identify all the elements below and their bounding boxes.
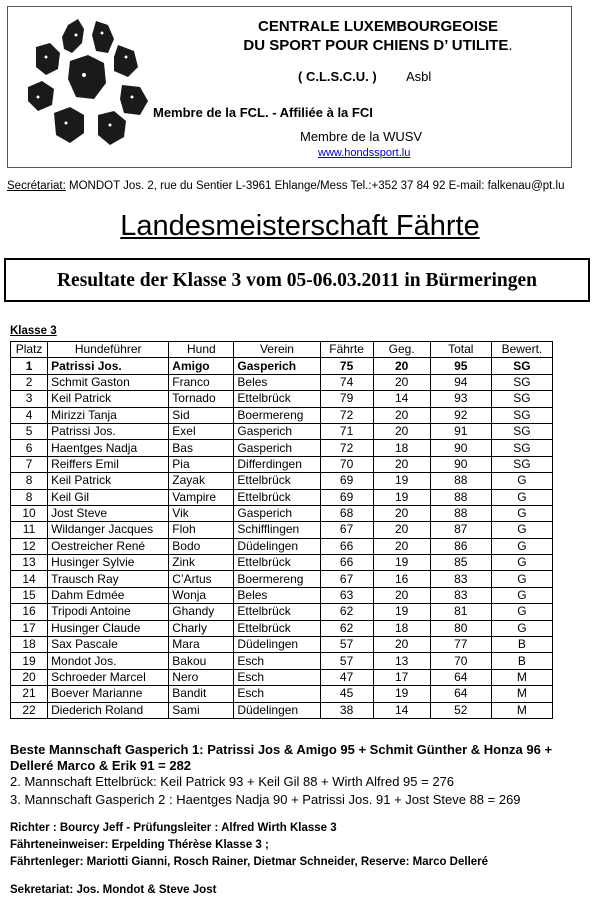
cell-total: 90 xyxy=(430,456,491,472)
team-result-2: 2. Mannschaft Ettelbrück: Keil Patrick 93 + Keil Gil 88 + Wirth Alfred 95 = 276 xyxy=(10,774,455,789)
cell-hundefuehrer: Diederich Roland xyxy=(48,702,169,718)
cell-geg: 14 xyxy=(373,702,430,718)
cell-verein: Ettelbrück xyxy=(234,604,320,620)
cell-bewert: M xyxy=(491,702,552,718)
cell-bewert: G xyxy=(491,505,552,521)
cell-faehrte: 75 xyxy=(320,358,373,374)
cell-hundefuehrer: Patrissi Jos. xyxy=(48,358,169,374)
secretariat-line xyxy=(7,180,565,192)
cell-hund: Floh xyxy=(169,522,234,538)
header-faehrte: Fährte xyxy=(320,342,373,358)
cell-hundefuehrer: Mondot Jos. xyxy=(48,653,169,669)
cell-verein: Boermereng xyxy=(234,571,320,587)
cell-total: 88 xyxy=(430,505,491,521)
header-hund: Hund xyxy=(169,342,234,358)
table-row xyxy=(11,702,553,718)
cell-hund: Zayak xyxy=(169,473,234,489)
cell-verein: Ettelbrück xyxy=(234,555,320,571)
cell-faehrte: 45 xyxy=(320,686,373,702)
cell-total: 86 xyxy=(430,538,491,554)
cell-bewert: G xyxy=(491,620,552,636)
cell-faehrte: 62 xyxy=(320,620,373,636)
cell-bewert: SG xyxy=(491,391,552,407)
cell-total: 64 xyxy=(430,669,491,685)
team-result-3: 3. Mannschaft Gasperich 2 : Haentges Nadja 90 + Patrissi Jos. 91 + Jost Steve 88 = 269 xyxy=(10,792,521,807)
cell-total: 85 xyxy=(430,555,491,571)
table-row xyxy=(11,620,553,636)
table-row xyxy=(11,538,553,554)
cell-bewert: B xyxy=(491,637,552,653)
cell-hund: Zink xyxy=(169,555,234,571)
cell-verein: Gasperich xyxy=(234,358,320,374)
cell-bewert: SG xyxy=(491,358,552,374)
cell-geg: 20 xyxy=(373,374,430,390)
klasse-label: Klasse 3 xyxy=(10,325,57,337)
cell-hundefuehrer: Keil Gil xyxy=(48,489,169,505)
cell-hund: Wonja xyxy=(169,587,234,603)
table-row xyxy=(11,391,553,407)
cell-hund: Bakou xyxy=(169,653,234,669)
table-row xyxy=(11,456,553,472)
table-row xyxy=(11,407,553,423)
cell-bewert: G xyxy=(491,538,552,554)
cell-platz: 14 xyxy=(11,571,48,587)
cell-verein: Gasperich xyxy=(234,440,320,456)
cell-total: 64 xyxy=(430,686,491,702)
cell-hund: Amigo xyxy=(169,358,234,374)
cell-platz: 12 xyxy=(11,538,48,554)
header-geg: Geg. xyxy=(373,342,430,358)
org-asbl: Asbl xyxy=(406,69,432,84)
cell-hund: Bodo xyxy=(169,538,234,554)
cell-faehrte: 68 xyxy=(320,505,373,521)
cell-faehrte: 67 xyxy=(320,571,373,587)
cell-total: 83 xyxy=(430,587,491,603)
officials-richter: Richter : Bourcy Jeff - Prüfungsleiter : Alfred Wirth Klasse 3 xyxy=(10,822,337,834)
cell-hundefuehrer: Sax Pascale xyxy=(48,637,169,653)
cell-platz: 13 xyxy=(11,555,48,571)
cell-geg: 20 xyxy=(373,407,430,423)
table-header-row xyxy=(11,342,553,358)
cell-geg: 13 xyxy=(373,653,430,669)
cell-bewert: SG xyxy=(491,407,552,423)
cell-platz: 15 xyxy=(11,587,48,603)
table-row xyxy=(11,637,553,653)
dog-heads-logo-icon xyxy=(18,17,158,157)
cell-hund: Pia xyxy=(169,456,234,472)
cell-hundefuehrer: Dahm Edmée xyxy=(48,587,169,603)
cell-geg: 18 xyxy=(373,620,430,636)
cell-hund: Exel xyxy=(169,423,234,439)
cell-platz: 22 xyxy=(11,702,48,718)
cell-geg: 16 xyxy=(373,571,430,587)
cell-verein: Boermereng xyxy=(234,407,320,423)
org-name xyxy=(178,17,578,55)
table-row xyxy=(11,604,553,620)
cell-platz: 5 xyxy=(11,423,48,439)
cell-total: 91 xyxy=(430,423,491,439)
table-row xyxy=(11,587,553,603)
cell-geg: 20 xyxy=(373,538,430,554)
cell-verein: Ettelbrück xyxy=(234,391,320,407)
cell-hundefuehrer: Boever Marianne xyxy=(48,686,169,702)
cell-faehrte: 72 xyxy=(320,407,373,423)
cell-hund: Bas xyxy=(169,440,234,456)
cell-platz: 18 xyxy=(11,637,48,653)
cell-hundefuehrer: Jost Steve xyxy=(48,505,169,521)
cell-geg: 20 xyxy=(373,637,430,653)
cell-platz: 6 xyxy=(11,440,48,456)
cell-total: 88 xyxy=(430,473,491,489)
header-box xyxy=(7,6,572,168)
cell-verein: Gasperich xyxy=(234,423,320,439)
cell-hund: Tornado xyxy=(169,391,234,407)
header-hundefuehrer: Hundeführer xyxy=(48,342,169,358)
cell-hundefuehrer: Keil Patrick xyxy=(48,473,169,489)
cell-geg: 20 xyxy=(373,505,430,521)
cell-geg: 20 xyxy=(373,522,430,538)
cell-verein: Ettelbrück xyxy=(234,489,320,505)
cell-bewert: G xyxy=(491,555,552,571)
org-abbreviation: ( C.L.S.C.U. ) xyxy=(298,69,377,84)
cell-faehrte: 69 xyxy=(320,473,373,489)
officials-faehrteneinweiser: Fährteneinweiser: Erpelding Thérèse Klasse 3 ; xyxy=(10,839,269,851)
cell-verein: Ettelbrück xyxy=(234,473,320,489)
cell-hund: Franco xyxy=(169,374,234,390)
cell-hundefuehrer: Oestreicher René xyxy=(48,538,169,554)
org-line1: CENTRALE LUXEMBOURGEOISE xyxy=(257,18,498,35)
org-line2-end: . xyxy=(508,37,513,54)
secretariat-label: Secrétariat: xyxy=(7,180,66,192)
cell-geg: 19 xyxy=(373,555,430,571)
cell-hund: Charly xyxy=(169,620,234,636)
cell-hundefuehrer: Mirizzi Tanja xyxy=(48,407,169,423)
cell-bewert: SG xyxy=(491,374,552,390)
cell-faehrte: 62 xyxy=(320,604,373,620)
header-total: Total xyxy=(430,342,491,358)
table-row xyxy=(11,473,553,489)
cell-platz: 4 xyxy=(11,407,48,423)
cell-faehrte: 66 xyxy=(320,555,373,571)
cell-faehrte: 57 xyxy=(320,637,373,653)
cell-platz: 20 xyxy=(11,669,48,685)
table-row xyxy=(11,686,553,702)
cell-platz: 21 xyxy=(11,686,48,702)
cell-total: 77 xyxy=(430,637,491,653)
org-line2-text: DU SPORT POUR CHIENS D’ UTILITE xyxy=(243,37,509,54)
cell-geg: 19 xyxy=(373,473,430,489)
table-row xyxy=(11,489,553,505)
cell-faehrte: 66 xyxy=(320,538,373,554)
cell-total: 70 xyxy=(430,653,491,669)
cell-geg: 19 xyxy=(373,604,430,620)
cell-faehrte: 72 xyxy=(320,440,373,456)
cell-bewert: SG xyxy=(491,456,552,472)
cell-platz: 16 xyxy=(11,604,48,620)
cell-total: 52 xyxy=(430,702,491,718)
cell-bewert: M xyxy=(491,686,552,702)
cell-hund: C’Artus xyxy=(169,571,234,587)
cell-bewert: G xyxy=(491,587,552,603)
cell-faehrte: 47 xyxy=(320,669,373,685)
cell-total: 87 xyxy=(430,522,491,538)
cell-hund: Nero xyxy=(169,669,234,685)
cell-verein: Esch xyxy=(234,686,320,702)
team-result-1: Beste Mannschaft Gasperich 1: Patrissi Jos & Amigo 95 + Schmit Günther & Honza 96 + Delleré Marco & Erik 91 = 282 xyxy=(10,742,553,773)
cell-platz: 19 xyxy=(11,653,48,669)
cell-geg: 20 xyxy=(373,423,430,439)
cell-hundefuehrer: Husinger Sylvie xyxy=(48,555,169,571)
cell-total: 83 xyxy=(430,571,491,587)
cell-faehrte: 57 xyxy=(320,653,373,669)
membership-fcl: Membre de la FCL. - Affiliée à la FCI xyxy=(153,105,373,120)
secretariat-text: MONDOT Jos. 2, rue du Sentier L-3961 Ehlange/Mess Tel.:+352 37 84 92 E-mail: falkenau@pt.lu xyxy=(65,180,565,192)
cell-total: 93 xyxy=(430,391,491,407)
table-row xyxy=(11,669,553,685)
cell-hundefuehrer: Tripodi Antoine xyxy=(48,604,169,620)
cell-verein: Beles xyxy=(234,374,320,390)
table-row xyxy=(11,505,553,521)
cell-hundefuehrer: Keil Patrick xyxy=(48,391,169,407)
cell-verein: Differdingen xyxy=(234,456,320,472)
results-body xyxy=(11,358,553,719)
cell-hund: Sid xyxy=(169,407,234,423)
cell-bewert: B xyxy=(491,653,552,669)
cell-hund: Mara xyxy=(169,637,234,653)
cell-geg: 19 xyxy=(373,686,430,702)
cell-bewert: G xyxy=(491,489,552,505)
cell-platz: 3 xyxy=(11,391,48,407)
officials-sekretariat: Sekretariat: Jos. Mondot & Steve Jost xyxy=(10,884,217,896)
cell-hundefuehrer: Schroeder Marcel xyxy=(48,669,169,685)
table-row xyxy=(11,358,553,374)
table-row xyxy=(11,522,553,538)
table-row xyxy=(11,440,553,456)
cell-verein: Ettelbrück xyxy=(234,620,320,636)
cell-total: 94 xyxy=(430,374,491,390)
cell-total: 92 xyxy=(430,407,491,423)
cell-hundefuehrer: Schmit Gaston xyxy=(48,374,169,390)
cell-geg: 14 xyxy=(373,391,430,407)
cell-platz: 10 xyxy=(11,505,48,521)
cell-platz: 7 xyxy=(11,456,48,472)
cell-hundefuehrer: Patrissi Jos. xyxy=(48,423,169,439)
cell-hundefuehrer: Husinger Claude xyxy=(48,620,169,636)
cell-geg: 20 xyxy=(373,587,430,603)
cell-faehrte: 71 xyxy=(320,423,373,439)
cell-bewert: M xyxy=(491,669,552,685)
cell-verein: Gasperich xyxy=(234,505,320,521)
cell-hundefuehrer: Wildanger Jacques xyxy=(48,522,169,538)
cell-geg: 19 xyxy=(373,489,430,505)
page-title: Landesmeisterschaft Fährte xyxy=(120,210,480,242)
cell-faehrte: 79 xyxy=(320,391,373,407)
cell-verein: Esch xyxy=(234,653,320,669)
cell-platz: 17 xyxy=(11,620,48,636)
header-bewert: Bewert. xyxy=(491,342,552,358)
cell-bewert: G xyxy=(491,473,552,489)
cell-hund: Sami xyxy=(169,702,234,718)
cell-bewert: SG xyxy=(491,440,552,456)
website-link[interactable]: www.hondssport.lu xyxy=(318,147,411,159)
cell-platz: 8 xyxy=(11,489,48,505)
cell-verein: Düdelingen xyxy=(234,637,320,653)
cell-total: 88 xyxy=(430,489,491,505)
cell-hundefuehrer: Reiffers Emil xyxy=(48,456,169,472)
cell-hund: Vik xyxy=(169,505,234,521)
cell-bewert: G xyxy=(491,522,552,538)
cell-geg: 20 xyxy=(373,456,430,472)
cell-bewert: G xyxy=(491,571,552,587)
results-table xyxy=(10,341,553,719)
table-row xyxy=(11,374,553,390)
cell-bewert: G xyxy=(491,604,552,620)
cell-platz: 11 xyxy=(11,522,48,538)
cell-platz: 2 xyxy=(11,374,48,390)
cell-verein: Schifflingen xyxy=(234,522,320,538)
cell-hund: Ghandy xyxy=(169,604,234,620)
table-row xyxy=(11,423,553,439)
cell-faehrte: 69 xyxy=(320,489,373,505)
header-verein: Verein xyxy=(234,342,320,358)
cell-total: 90 xyxy=(430,440,491,456)
cell-hundefuehrer: Trausch Ray xyxy=(48,571,169,587)
cell-geg: 18 xyxy=(373,440,430,456)
table-row xyxy=(11,555,553,571)
cell-geg: 17 xyxy=(373,669,430,685)
cell-verein: Esch xyxy=(234,669,320,685)
header-platz: Platz xyxy=(11,342,48,358)
cell-faehrte: 63 xyxy=(320,587,373,603)
cell-total: 95 xyxy=(430,358,491,374)
cell-faehrte: 67 xyxy=(320,522,373,538)
membership-wusv: Membre de la WUSV xyxy=(300,129,423,144)
cell-platz: 1 xyxy=(11,358,48,374)
cell-geg: 20 xyxy=(373,358,430,374)
table-row xyxy=(11,653,553,669)
cell-platz: 8 xyxy=(11,473,48,489)
cell-faehrte: 70 xyxy=(320,456,373,472)
cell-hund: Vampire xyxy=(169,489,234,505)
org-line2 xyxy=(178,36,578,55)
cell-total: 81 xyxy=(430,604,491,620)
result-title-box xyxy=(4,258,590,302)
cell-faehrte: 38 xyxy=(320,702,373,718)
result-title: Resultate der Klasse 3 vom 05-06.03.2011 in Bürmeringen xyxy=(56,270,538,291)
cell-bewert: SG xyxy=(491,423,552,439)
cell-hund: Bandit xyxy=(169,686,234,702)
cell-total: 80 xyxy=(430,620,491,636)
cell-verein: Düdelingen xyxy=(234,702,320,718)
officials-faehrtenleger: Fährtenleger: Mariotti Gianni, Rosch Rainer, Dietmar Schneider, Reserve: Marco Delleré xyxy=(10,856,489,868)
cell-verein: Düdelingen xyxy=(234,538,320,554)
cell-verein: Beles xyxy=(234,587,320,603)
table-row xyxy=(11,571,553,587)
cell-faehrte: 74 xyxy=(320,374,373,390)
cell-hundefuehrer: Haentges Nadja xyxy=(48,440,169,456)
